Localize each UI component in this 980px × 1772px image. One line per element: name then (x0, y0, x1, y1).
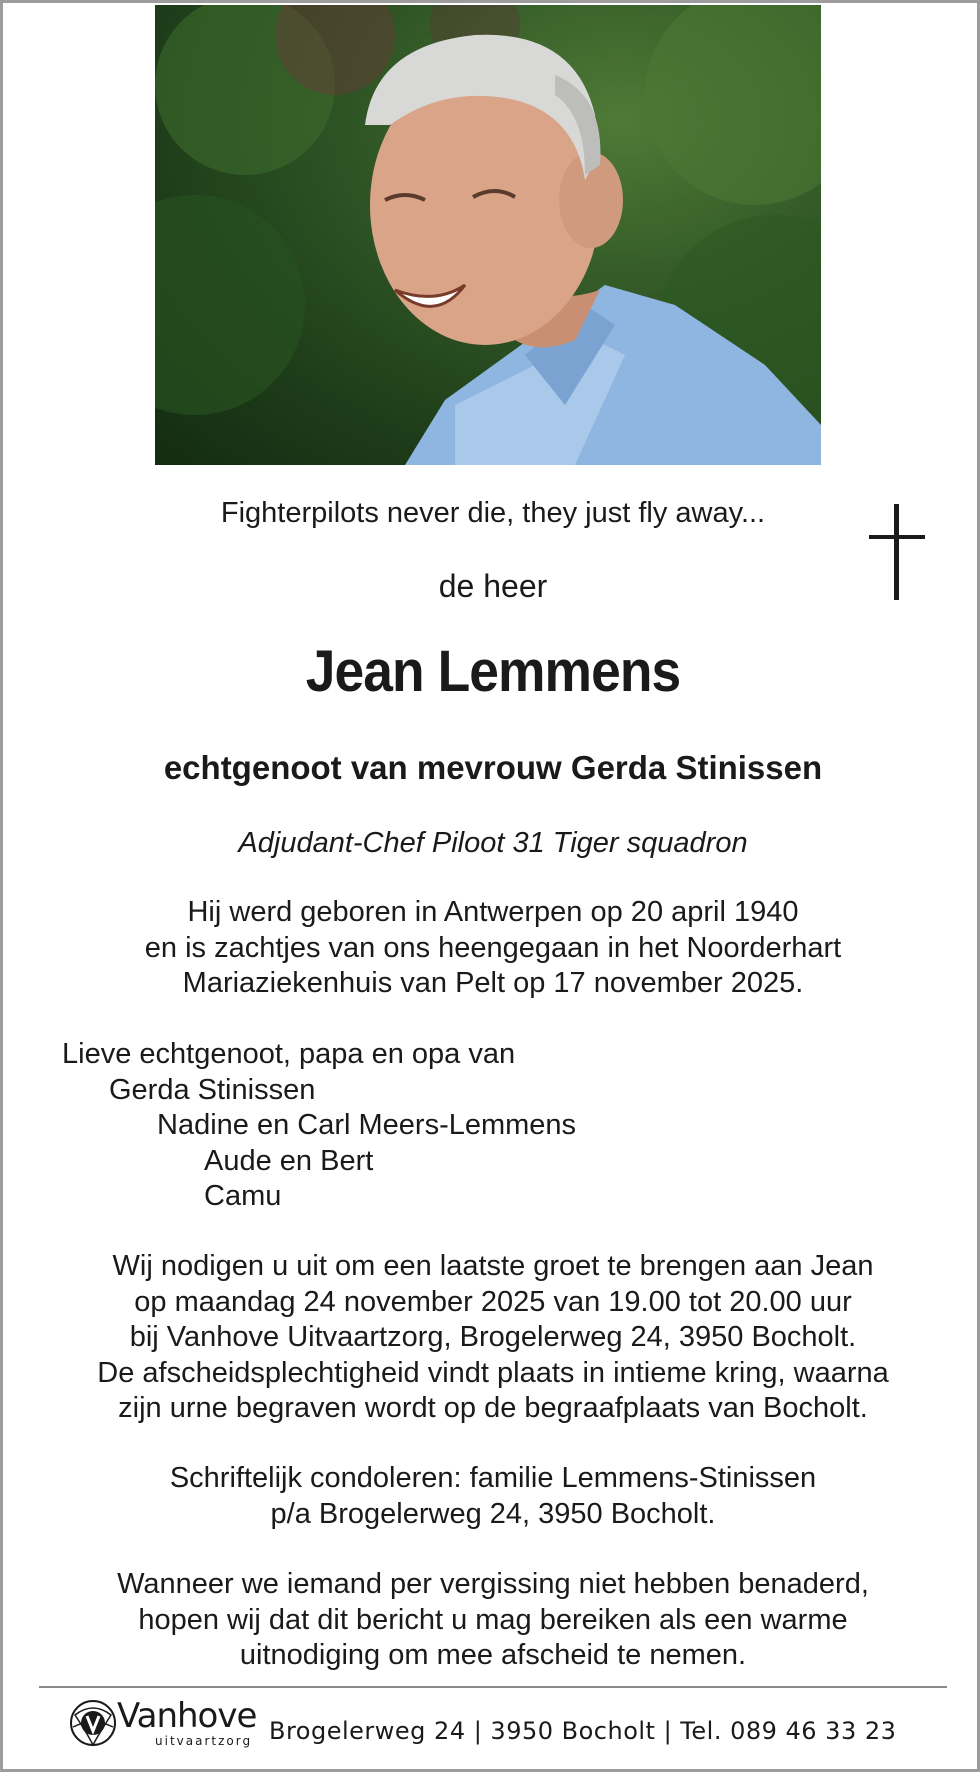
condolence-paragraph (3, 1461, 980, 1532)
salutation: de heer (438, 568, 548, 604)
invitation-line: op maandag 24 november 2025 van 19.00 tot 20.00 uur (134, 1285, 852, 1318)
portrait-photo (155, 5, 821, 465)
family-member: Aude en Bert (204, 1144, 374, 1177)
vanhove-logo-icon (67, 1697, 119, 1749)
invitation-line: zijn urne begraven wordt op de begraafplaats van Bocholt. (118, 1392, 868, 1424)
invitation-paragraph (3, 1249, 980, 1427)
closing-paragraph (3, 1567, 980, 1674)
deceased-name: Jean Lemmens (305, 639, 681, 704)
birth-line: Mariaziekenhuis van Pelt op 17 november 2025. (182, 967, 804, 999)
birth-line: Hij werd geboren in Antwerpen op 20 april 1940 (187, 896, 799, 928)
rank-line: Adjudant-Chef Piloot 31 Tiger squadron (238, 827, 748, 859)
spouse-line: echtgenoot van mevrouw Gerda Stinissen (163, 749, 823, 786)
invitation-line: Wij nodigen u uit om een laatste groet te brengen aan Jean (112, 1250, 874, 1282)
birth-line: en is zachtjes van ons heengegaan in het Noorderhart (144, 931, 842, 964)
closing-line: uitnodiging om mee afscheid te nemen. (239, 1639, 747, 1671)
logo-name: Vanhove (117, 1696, 257, 1736)
closing-line: hopen wij dat dit bericht u mag bereiken als een warme (138, 1603, 848, 1636)
family-intro: Lieve echtgenoot, papa en opa van (62, 1038, 516, 1070)
family-member: Nadine en Carl Meers-Lemmens (157, 1109, 577, 1141)
logo-subtitle: uitvaartzorg (155, 1734, 253, 1748)
family-member: Gerda Stinissen (109, 1073, 316, 1106)
invitation-line: De afscheidsplechtigheid vindt plaats in intieme kring, waarna (97, 1356, 889, 1389)
invitation-line: bij Vanhove Uitvaartzorg, Brogelerweg 24, 3950 Bocholt. (129, 1321, 857, 1353)
birth-paragraph (3, 895, 980, 1002)
footer-contact: Brogelerweg 24 | 3950 Bocholt | Tel. 089 46 33 23 (269, 1717, 897, 1745)
motto: Fighterpilots never die, they just fly away... (220, 497, 766, 529)
vanhove-logo (67, 1695, 257, 1755)
closing-line: Wanneer we iemand per vergissing niet hebben benaderd, (117, 1568, 869, 1600)
footer-divider (39, 1686, 947, 1688)
family-member: Camu (204, 1180, 282, 1212)
condolence-line: Schriftelijk condoleren: familie Lemmens-Stinissen (169, 1462, 817, 1494)
condolence-line: p/a Brogelerweg 24, 3950 Bocholt. (270, 1497, 716, 1530)
